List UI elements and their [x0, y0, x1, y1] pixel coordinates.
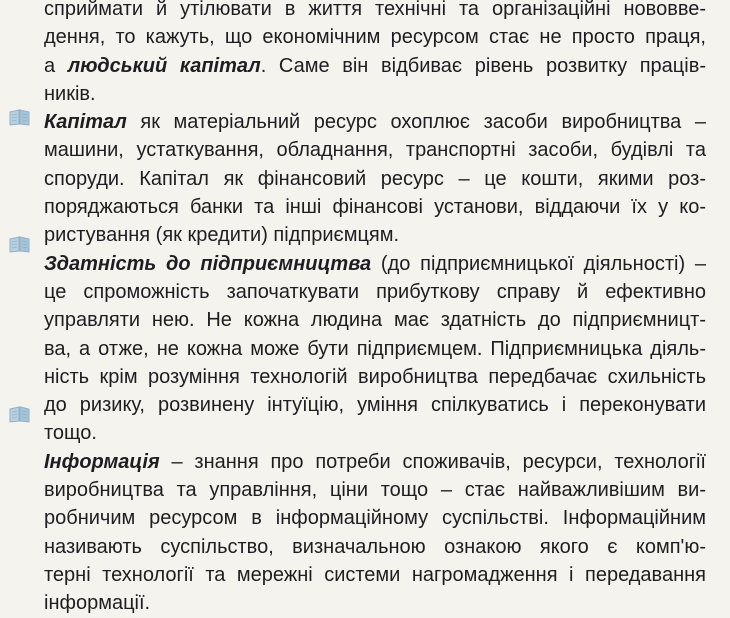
text-line: машини, устаткування, обладнання, транспортні засоби, будівлі та [44, 139, 706, 162]
term-information: Інформація [44, 450, 160, 473]
text-line: до ризику, розвинену інтуїцію, уміння спілкуватись і переконувати [44, 394, 706, 417]
text-line [44, 52, 706, 80]
text-line: ність крім розуміння технологій виробництва передбачає схильність [44, 365, 706, 388]
capital-paragraph [44, 108, 706, 249]
text-fragment: як матеріальний ресурс охоплює засоби виробництва – [126, 111, 706, 134]
term-human-capital: людський капітал [67, 54, 261, 77]
text-line: виробництва та управління, ціни тощо – стає найважливішим ви- [44, 479, 706, 502]
text-fragment: . Саме він відбиває рівень розвитку праців- [260, 54, 706, 77]
text-line: поряджаються банки та інші фінансові установи, віддаючи їх у ко- [44, 196, 706, 219]
text-line: сприймати й утілювати в життя технічні та організаційні нововве- [44, 0, 706, 20]
open-book-icon [9, 108, 31, 126]
text-line [44, 108, 706, 136]
text-line: ників. [44, 82, 96, 105]
text-line [44, 448, 706, 476]
term-capital: Капітал [44, 111, 127, 134]
text-line: інформації. [44, 592, 151, 615]
text-line [44, 250, 706, 278]
text-line: тощо. [44, 422, 97, 445]
intro-paragraph [44, 0, 706, 108]
text-line: ва, а отже, не кожна може бути підприємцем. Підприємницька діяль- [44, 337, 706, 360]
open-book-icon [9, 405, 31, 423]
text-line: терні технології та мережні системи нагромадження і передавання [44, 563, 706, 586]
open-book-icon [9, 235, 31, 253]
text-line: це спроможність започаткувати прибуткову справу й ефективно [44, 280, 706, 303]
text-line: робничим ресурсом в інформаційному суспільстві. Інформаційним [44, 507, 706, 530]
information-paragraph [44, 448, 706, 618]
text-line: споруди. Капітал як фінансовий ресурс – це кошти, якими роз- [44, 167, 706, 190]
text-fragment: – знання про потреби споживачів, ресурси, технології [159, 450, 706, 473]
text-line: називають суспільство, визначальною ознакою якого є комп'ю- [44, 535, 706, 558]
text-line: управляти нею. Не кожна людина має здатність до підприємницт- [44, 309, 706, 332]
text-line: ристування (як кредити) підприємцям. [44, 224, 400, 247]
text-fragment: (до підприємницької діяльності) – [371, 252, 706, 275]
term-entrepreneurship: Здатність до підприємництва [44, 252, 372, 275]
text-line: дення, то кажуть, що економічним ресурсом стає не просто праця, [44, 26, 706, 49]
text-column [44, 0, 706, 618]
text-fragment: а [44, 54, 68, 77]
entrepreneurship-paragraph [44, 250, 706, 448]
